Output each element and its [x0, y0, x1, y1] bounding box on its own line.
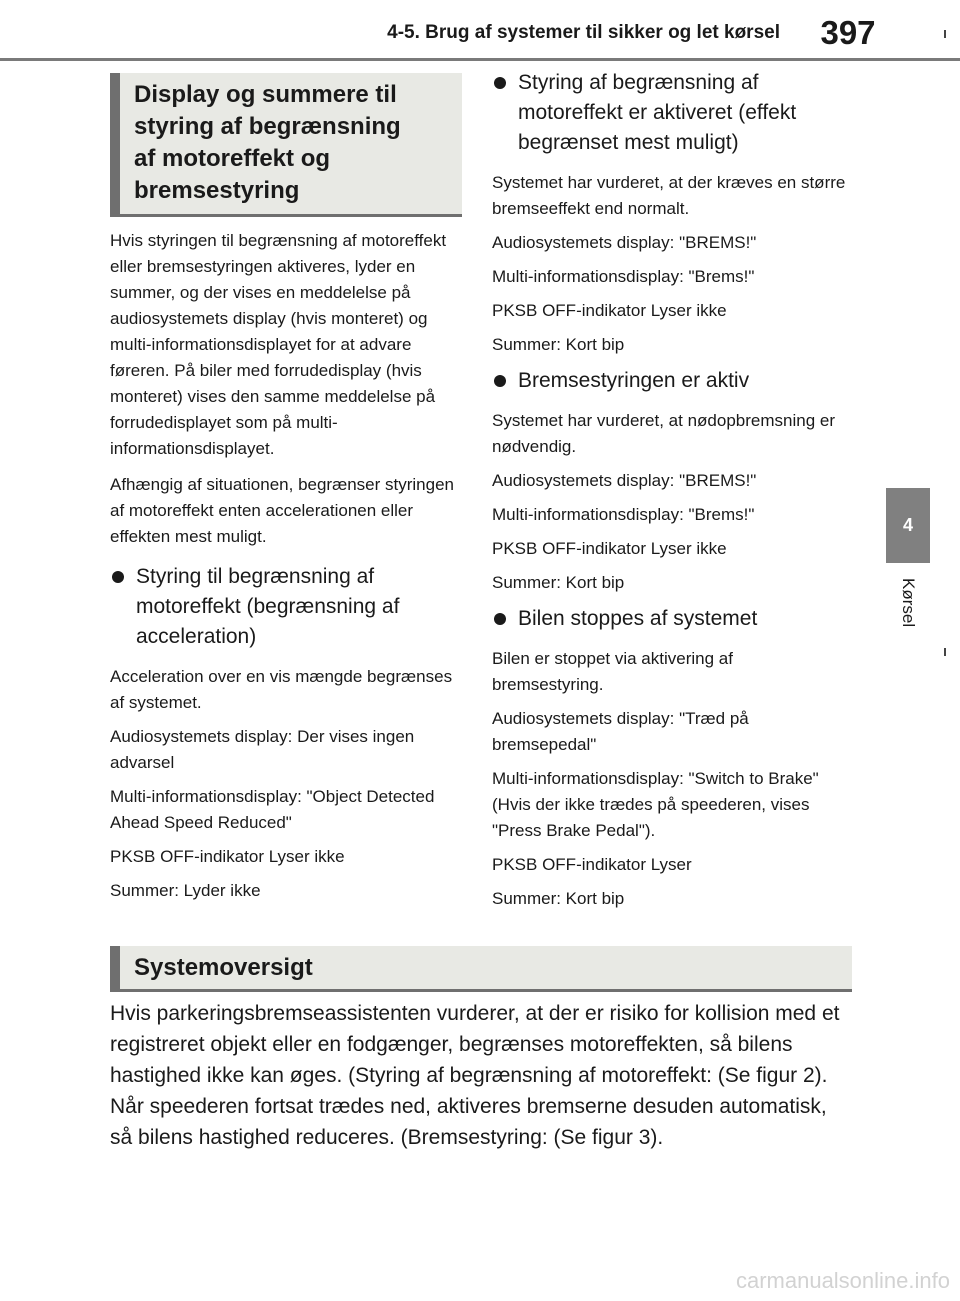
header-rule — [0, 58, 960, 61]
bullet-item: Audiosystemets display: Der vises ingen advarsel — [110, 727, 415, 772]
intro-paragraph: Hvis styringen til begrænsning af motoreffekt eller bremsestyringen aktiveres, lyder en summer, og der vises en meddelelse på audiosystemets display (hvis monteret) og multi-informationsdisplayet for at advare føreren. På biler med forrudedisplay (hvis monteret) vises den samme meddelelse på forrudedisplayet som på multi-informationsdisplayet. — [110, 231, 447, 458]
bullet-item: Acceleration over en vis mængde begrænses af systemet. — [110, 667, 453, 712]
section-heading-line: bremsestyring — [134, 177, 300, 204]
bullet-item: Summer: Kort bip — [492, 335, 625, 354]
section-heading-line: af motoreffekt og — [134, 145, 331, 172]
bullet-item: Multi-informationsdisplay: "Brems!" — [492, 267, 755, 286]
section-heading-display — [110, 73, 462, 217]
bullet-item: Audiosystemets display: "BREMS!" — [492, 233, 757, 252]
bullet-heading — [492, 604, 846, 634]
bullet-item: PKSB OFF-indikator Lyser — [492, 855, 692, 874]
bullet-item: PKSB OFF-indikator Lyser ikke — [492, 539, 727, 558]
bullet-heading — [110, 562, 460, 652]
bullet-item: Audiosystemets display: "Træd på bremsepedal" — [492, 709, 749, 754]
section-heading-text: Systemoversigt — [134, 954, 313, 981]
bullet-heading — [492, 68, 846, 158]
bullet-item: Multi-informationsdisplay: "Brems!" — [492, 505, 755, 524]
bullet-item: Summer: Lyder ikke — [110, 881, 261, 900]
bullet-item: Summer: Kort bip — [492, 573, 625, 592]
bullet-icon — [494, 375, 506, 387]
chapter-tab-label: Kørsel — [899, 578, 918, 628]
bullet-heading-text: Styring af begrænsning af motoreffekt er aktiveret (effekt begrænset mest muligt) — [518, 71, 797, 154]
bullet-item: Summer: Kort bip — [492, 889, 625, 908]
bullet-icon — [494, 613, 506, 625]
overview-paragraph: Når speederen fortsat trædes ned, aktiveres bremserne desuden automatisk, så bilens hastighed reduceres. (Bremsestyring: (Se figur 3). — [110, 1095, 827, 1149]
margin-tick-top — [944, 30, 946, 38]
chapter-tab[interactable]: 4 — [886, 488, 930, 563]
bullet-item: Audiosystemets display: "BREMS!" — [492, 471, 757, 490]
section-heading-line: Display og summere til — [134, 81, 397, 108]
margin-tick-mid — [944, 648, 946, 656]
bullet-item: Bilen er stoppet via aktivering af bremsestyring. — [492, 649, 733, 694]
bullet-heading-text: Styring til begrænsning af motoreffekt (begrænsning af acceleration) — [136, 565, 400, 648]
section-heading-system-overview — [110, 946, 852, 992]
right-column — [492, 68, 846, 920]
bullet-item: Systemet har vurderet, at der kræves en større bremseeffekt end normalt. — [492, 173, 846, 218]
page-number: 397 — [820, 14, 876, 51]
bullet-item: PKSB OFF-indikator Lyser ikke — [492, 301, 727, 320]
bullet-heading-text: Bremsestyringen er aktiv — [518, 369, 750, 392]
bullet-item: Multi-informationsdisplay: "Switch to Brake" (Hvis der ikke trædes på speederen, vises "Press Brake Pedal"). — [492, 769, 819, 840]
bullet-icon — [494, 77, 506, 89]
bullet-icon — [112, 571, 124, 583]
watermark-text: carmanualsonline.info — [735, 1268, 950, 1293]
intro-paragraph: Afhængig af situationen, begrænser styringen af motoreffekt enten accelerationen eller effekten mest muligt. — [110, 475, 454, 546]
bullet-heading-text: Bilen stoppes af systemet — [518, 607, 758, 630]
bullet-item: Multi-informationsdisplay: "Object Detected Ahead Speed Reduced" — [110, 787, 435, 832]
overview-body — [110, 998, 850, 1153]
left-column — [110, 228, 460, 912]
bullet-item: Systemet har vurderet, at nødopbremsning er nødvendig. — [492, 411, 835, 456]
bullet-item: PKSB OFF-indikator Lyser ikke — [110, 847, 345, 866]
overview-paragraph: Hvis parkeringsbremseassistenten vurderer, at der er risiko for kollision med et registreret objekt eller en fodgænger, begrænses motoreffekten, så bilens hastighed ikke kan øges. (Styring af begrænsning af motoreffekt: (Se figur 2). — [110, 1002, 840, 1087]
bullet-heading — [492, 366, 846, 396]
section-heading-line: styring af begrænsning — [134, 113, 401, 140]
chapter-title: 4-5. Brug af systemer til sikker og let kørsel — [387, 22, 780, 43]
